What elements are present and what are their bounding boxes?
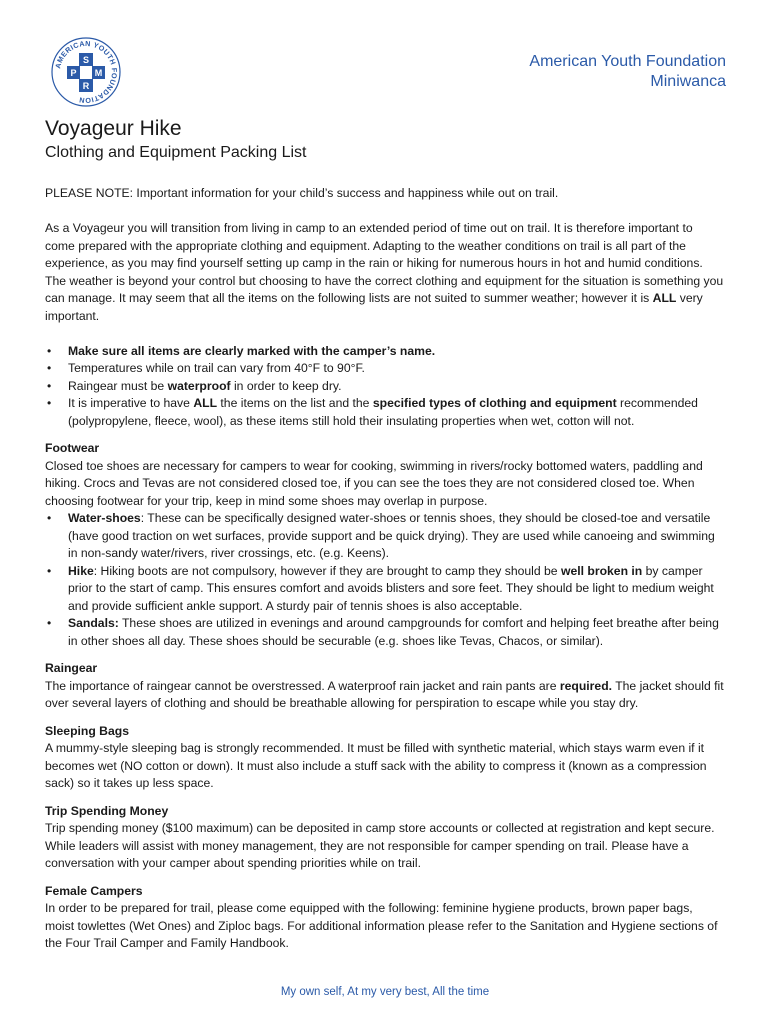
sleeping-bags-heading: Sleeping Bags [45,723,129,738]
logo-letter-p: P [70,68,77,78]
please-note: PLEASE NOTE: Important information for your child’s success and happiness while out on trail. [45,186,559,200]
footwear-list [45,510,725,650]
list-item: • It is imperative to have ALL the items on the list and the specified types of clothing and equipment recommended (polypropylene, fleece, wool), as these items still hold their insulating properties when wet, cotton will not. [45,395,725,430]
sleeping-bags-text: A mummy-style sleeping bag is strongly recommended. It must be filled with synthetic material, which stays warm even if it becomes wet (NO cotton or down). It must also include a stuff sack with the ability to compress it (known as a compression sack) so it takes up less space. [45,741,707,790]
footer-motto: My own self, At my very best, All the time [280,986,490,998]
key-points-list [45,343,725,431]
document-subtitle: Clothing and Equipment Packing List [45,144,307,161]
list-item: • Raingear must be waterproof in order to keep dry. [45,378,725,396]
raingear-heading: Raingear [45,661,98,675]
ayf-logo-icon [50,36,122,108]
logo-letter-r: R [82,81,90,91]
raingear-text: The importance of raingear cannot be overstressed. A waterproof rain jacket and rain pants are required. The jacket should fit over several layers of clothing and should be breathable allowing for perspiration to escape while you stay dry. [45,678,724,710]
logo-letter-m: M [94,68,103,78]
list-item: • Make sure all items are clearly marked with the camper’s name. [45,343,725,361]
logo-ring-text: AMERICAN YOUTH FOUNDATION [53,38,120,106]
female-campers-text: In order to be prepared for trail, please come equipped with the following: feminine hygiene products, brown paper bags, moist towlettes (Wet Ones) and Ziploc bags. For additional information please refer to the Sanitation and Hygiene sections of the Four Trail Camper and Family Handbook. [45,901,718,950]
document-title: Voyageur Hike [45,117,182,140]
list-item: • Hike: Hiking boots are not compulsory, however if they are brought to camp they should be well broken in by camper prior to the start of camp. This ensures comfort and avoids blisters and sore feet. They should be light to medium weight and provide sufficient ankle support. A sturdy pair of tennis shoes is also acceptable. [45,563,725,616]
spending-money-text: Trip spending money ($100 maximum) can be deposited in camp store accounts or collected at registration and kept secure. While leaders will assist with money management, they are not responsible for camper spending on trail. Please have a conversation with your camper about spending priorities while on trail. [45,821,715,870]
list-item: • Water-shoes: These can be specifically designed water-shoes or tennis shoes, they should be closed-toe and versatile (have good traction on wet surfaces, provide support and be quick drying). They are used while canoeing and swimming in non-sandy water/rivers, river crossings, etc. (e.g. Keens). [45,510,725,563]
footwear-text: Closed toe shoes are necessary for campers to wear for cooking, swimming in rivers/rocky bottomed waters, paddling and hiking. Crocs and Tevas are not considered closed toe, if you can see the toes they are not considered closed toe. When choosing footwear for your trip, keep in mind some shoes may overlap in purpose. [45,458,703,508]
intro-paragraph: As a Voyageur you will transition from living in camp to an extended period of time out on trail. It is therefore important to come prepared with the appropriate clothing and equipment. Adapting to the weather conditions on trail is all part of the experience, as you may find yourself setting up camp in the rain or hiking for numerous hours in hot and humid conditions. The weather is beyond your control but choosing to have the correct clothing and equipment for the situation is something you can manage. It may seem that all the items on the following lists are not suited to summer weather; however it is ALL very important. [45,221,724,323]
list-item: • Sandals: These shoes are utilized in evenings and around campgrounds for comfort and helping feet breathe after being in other shoes all day. These shoes should be securable (e.g. shoes like Tevas, Chacos, or similar). [45,615,725,650]
footwear-heading: Footwear [45,441,100,455]
ayf-logo [50,36,122,108]
organization-name [529,52,726,92]
female-campers-heading: Female Campers [45,883,143,898]
org-name-line1: American Youth Foundation [529,53,726,70]
spending-money-heading: Trip Spending Money [45,803,169,818]
org-name-line2: Miniwanca [650,73,726,90]
document-body [45,185,725,953]
list-item: • Temperatures while on trail can vary from 40°F to 90°F. [45,360,725,378]
logo-letter-s: S [82,55,90,65]
